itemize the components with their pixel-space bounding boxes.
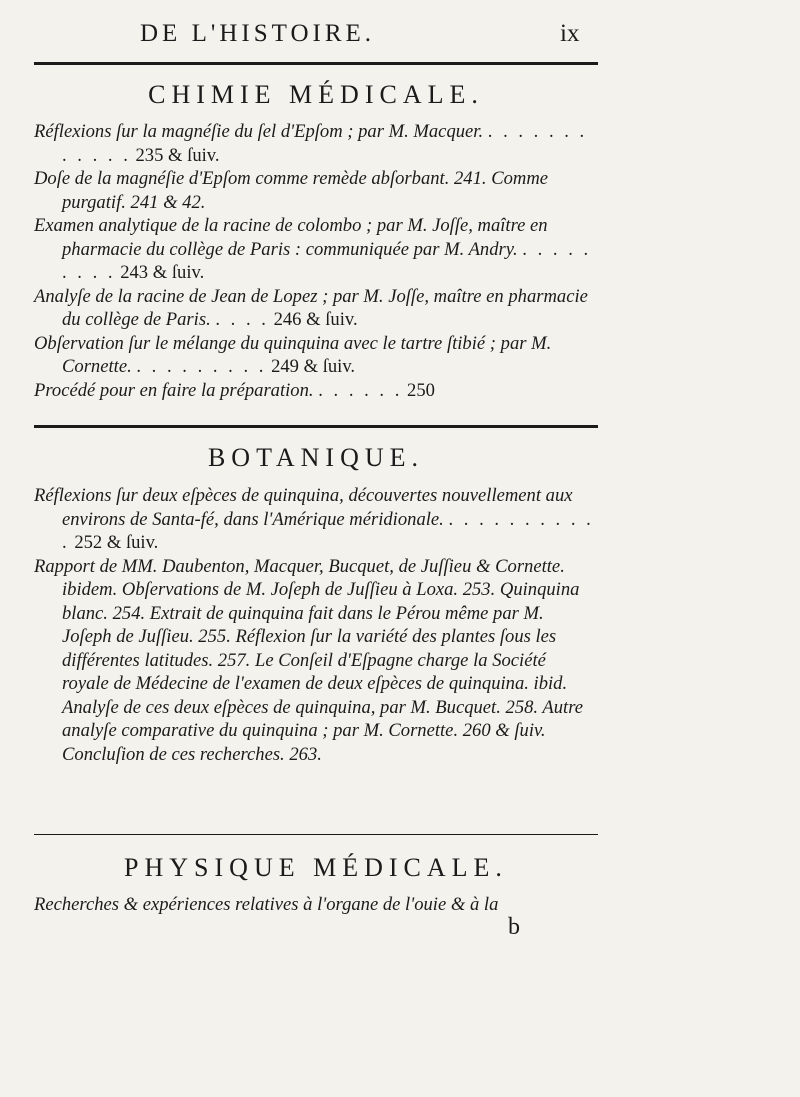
section-title-botanique: BOTANIQUE. [207,443,425,472]
dot-leader: . . . . . . . . . [136,356,267,377]
entry [34,285,596,332]
entry-page-ref: 235 & ſuiv. [135,144,220,166]
entry-text: Analyſe de la racine de Jean de Lopez ; par M. Joſſe, maître en pharmacie du collège de Paris. [34,285,588,330]
section-entries-physique [34,893,596,917]
entry [34,379,596,403]
page-number: ix [560,20,580,47]
entry-text: Examen analytique de la racine de colombo ; par M. Joſſe, maître en pharmacie du collège de Paris : communiquée par M. Andry. [34,215,548,260]
entry-page-ref: 250 [407,379,435,401]
entry [34,484,596,555]
section-title-chimie: CHIMIE MÉDICALE. [148,80,484,109]
entry-page-ref: 252 & ſuiv. [74,532,159,553]
dot-leader: . . . . . . . . . . . . [62,121,588,166]
signature-mark: b [508,914,520,940]
dot-leader: . . . . . . . . . . . [62,508,594,553]
entry [34,893,596,917]
entry-page-ref: 249 & ſuiv. [271,356,356,377]
entry [34,120,596,167]
entry-page-ref: 246 & ſuiv. [273,309,358,330]
dot-leader: . . . . . . [318,379,403,401]
section-entries-botanique [34,484,596,766]
header-rule [34,62,598,65]
running-head-title: DE L'HISTOIRE. [140,20,376,47]
entry [34,555,596,767]
entry-page-ref: 243 & ſuiv. [120,262,205,283]
entry-text: Rapport de MM. Daubenton, Macquer, Bucquet, de Juſſieu & Cornette. ibidem. Obſervations de M. Joſeph de Juſſieu à Loxa. 253. Quinquina blanc. 254. Extrait de quinquina fait dans le Pérou même par M. Joſeph de Juſſieu. 255. Réflexion ſur la variété des plantes ſous les différentes latitudes. 257. Le Conſeil d'Eſpagne charge la Société royale de Médecine de l'examen de deux eſpèces de quinquina. ibid. Analyſe de ces deux eſpèces de quinquina, par M. Bucquet. 258. Autre analyſe comparative du quinquina ; par M. Cornette. 260 & ſuiv. Concluſion de ces recherches. 263. [34,555,583,765]
entry-text: Obſervation ſur le mélange du quinquina avec le tartre ſtibié ; par M. Cornette. [34,332,552,377]
dot-leader: . . . . . . . . . [62,238,592,283]
entry [34,214,596,285]
entry-text: Procédé pour en faire la préparation. [34,379,314,401]
section-rule [34,425,598,428]
entry [34,167,596,214]
dot-leader: . . . . [215,309,269,330]
entry-text: Doſe de la magnéſie d'Epſom comme remède abſorbant. 241. Comme purgatif. 241 & 42. [34,168,548,213]
entry-text: Réflexions ſur deux eſpèces de quinquina, découvertes nouvellement aux environs de Santa-fé, dans l'Amérique méridionale. [34,485,573,530]
entry-text: Recherches & expériences relatives à l'organe de l'ouie & à la [34,894,499,915]
section-rule [34,834,598,835]
entry-text: Réflexions ſur la magnéſie du ſel d'Epſom ; par M. Macquer. [34,121,484,142]
entry [34,332,596,379]
section-entries-chimie [34,120,596,402]
section-title-physique: PHYSIQUE MÉDICALE. [124,853,508,882]
